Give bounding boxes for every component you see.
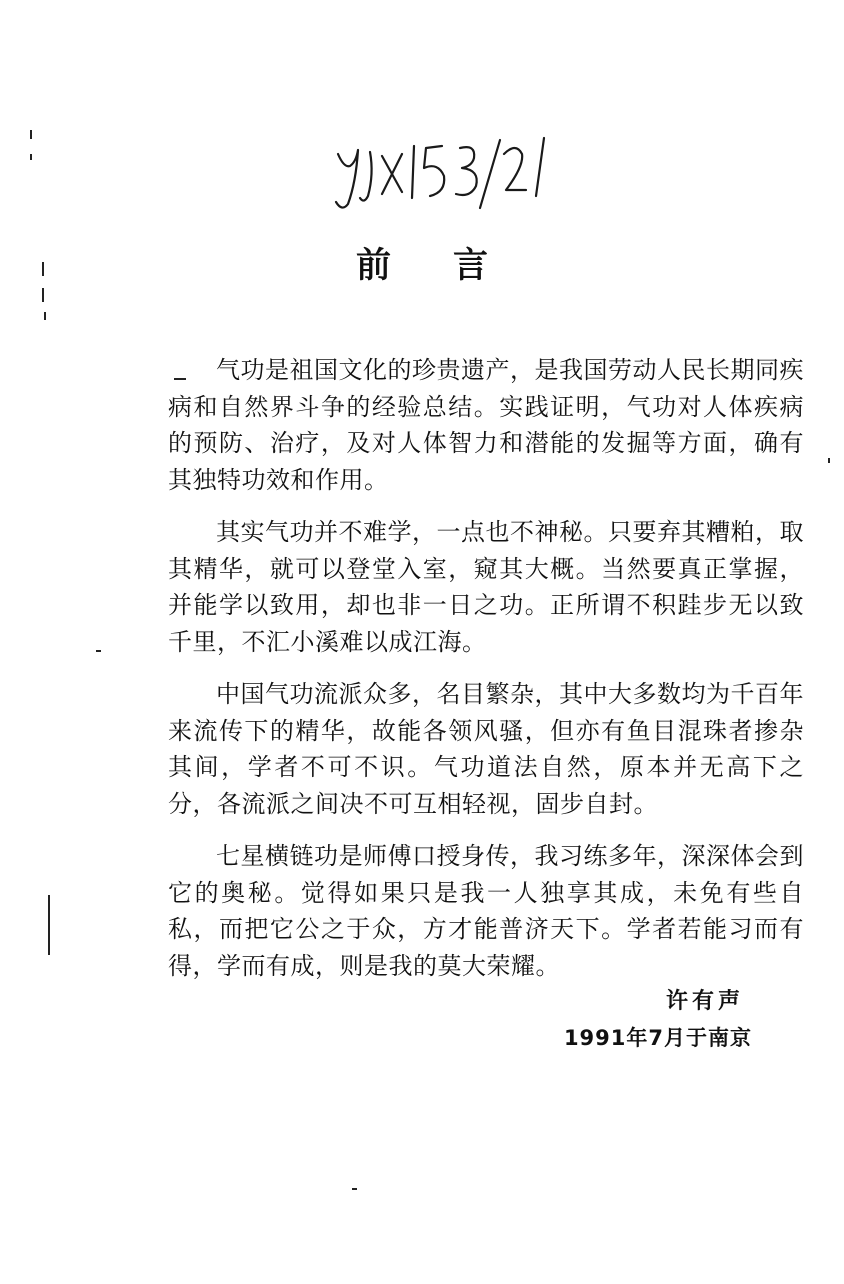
scan-mark xyxy=(352,1188,357,1190)
scan-mark xyxy=(44,312,46,320)
paragraph: 气功是祖国文化的珍贵遗产，是我国劳动人民长期同疾病和自然界斗争的经验总结。实践证明，气功对人体疾病的预防、治疗，及对人体智力和潜能的发掘等方面，确有其独特功效和作用。 xyxy=(168,356,804,494)
signature-block xyxy=(564,984,752,1056)
page-title: 前言 xyxy=(355,246,550,286)
scan-mark xyxy=(42,288,44,302)
scan-mark xyxy=(30,154,32,160)
scan-mark xyxy=(96,650,101,652)
scan-mark xyxy=(828,458,830,463)
scan-mark xyxy=(174,378,186,380)
scan-mark xyxy=(30,130,32,139)
scan-mark xyxy=(48,895,50,955)
author-name: 许有声 xyxy=(665,989,744,1014)
preface-body xyxy=(168,352,804,1000)
date-place: 1991年7月于南京 xyxy=(563,1026,752,1050)
scan-mark xyxy=(42,262,44,276)
paragraph: 其实气功并不难学，一点也不神秘。只要弃其糟粕，取其精华，就可以登堂入室，窥其大概。当然要真正掌握，并能学以致用，却也非一日之功。正所谓不积跬步无以致千里，不汇小溪难以成江海。 xyxy=(168,518,804,656)
paragraph: 中国气功流派众多，名目繁杂，其中大多数均为千百年来流传下的精华，故能各领风骚，但亦有鱼目混珠者掺杂其间，学者不可不识。气功道法自然，原本并无高下之分，各流派之间决不可互相轻视，固步自封。 xyxy=(168,680,804,818)
paragraph: 七星横链功是师傅口授身传，我习练多年，深深体会到它的奥秘。觉得如果只是我一人独享其成，未免有些自私，而把它公之于众，方才能普济天下。学者若能习而有得，学而有成，则是我的莫大荣耀。 xyxy=(168,842,804,980)
handwritten-catalog-number xyxy=(330,132,560,222)
